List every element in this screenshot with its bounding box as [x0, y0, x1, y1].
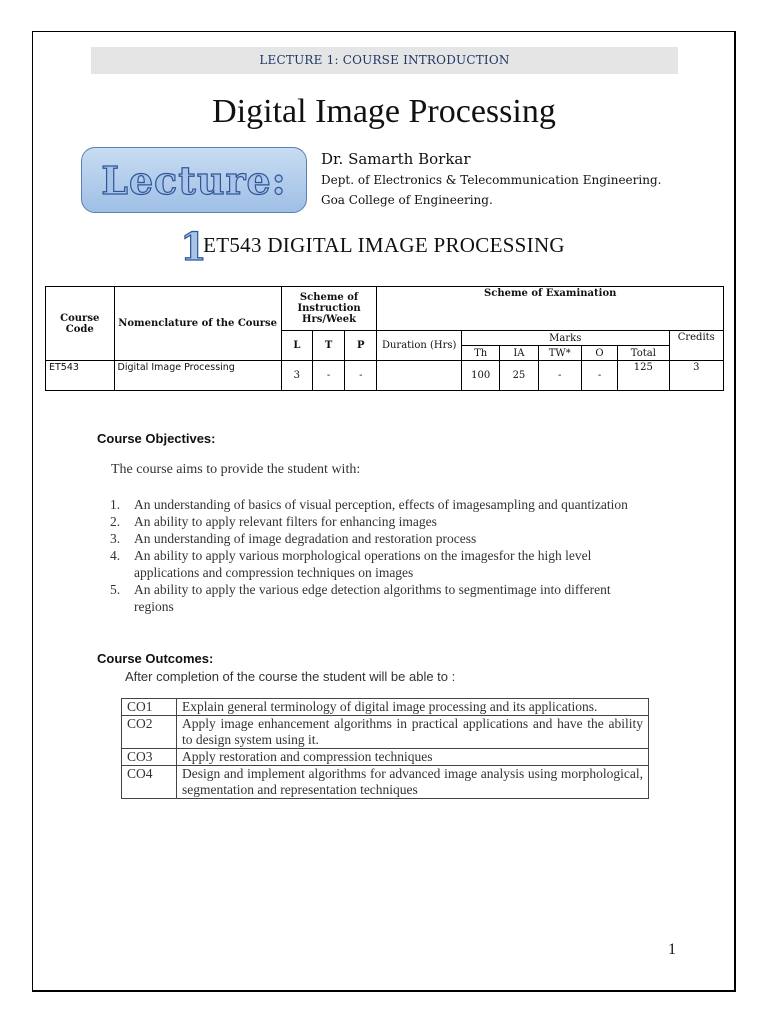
list-item-text: An understanding of image degradation and restoration process — [134, 531, 477, 546]
header-marks: Marks — [462, 331, 670, 346]
list-item-number: 5. — [110, 582, 121, 597]
list-item-text: An ability to apply the various edge detection algorithms to segmentimage into different regions — [134, 582, 611, 614]
cell-course-name: Digital Image Processing — [114, 361, 281, 391]
cell-duration — [377, 361, 462, 391]
header-th: Th — [462, 346, 500, 361]
cell-o: - — [581, 361, 617, 391]
lecture-banner: LECTURE 1: COURSE INTRODUCTION — [91, 47, 678, 74]
outcomes-table — [121, 698, 649, 799]
author-department: Dept. of Electronics & Telecommunication Engineering. — [321, 173, 662, 187]
page-number: 1 — [668, 941, 676, 958]
list-item-number: 3. — [110, 531, 121, 546]
header-tw: TW* — [538, 346, 581, 361]
scheme-table — [45, 286, 724, 391]
list-item-text: An ability to apply relevant filters for enhancing images — [134, 514, 437, 529]
author-college: Goa College of Engineering. — [321, 193, 493, 207]
list-item-number: 4. — [110, 548, 121, 563]
author-name: Dr. Samarth Borkar — [321, 150, 471, 168]
header-p: P — [345, 331, 377, 361]
cell-total: 125 — [618, 361, 669, 391]
course-heading: ET543 DIGITAL IMAGE PROCESSING — [203, 233, 565, 257]
header-scheme-examination: Scheme of Examination — [377, 287, 724, 331]
list-item — [110, 530, 640, 547]
list-item-number: 1. — [110, 497, 121, 512]
list-item — [110, 496, 640, 513]
document-title: Digital Image Processing — [212, 93, 556, 130]
outcome-text: Apply restoration and compression techniques — [177, 749, 649, 766]
cell-tw: - — [538, 361, 581, 391]
list-item-number: 2. — [110, 514, 121, 529]
cell-ia: 25 — [500, 361, 538, 391]
objectives-title: Course Objectives: — [97, 431, 216, 446]
cell-course-code: ET543 — [46, 361, 115, 391]
outcome-code: CO3 — [122, 749, 177, 766]
cell-th: 100 — [462, 361, 500, 391]
cell-l: 3 — [281, 361, 312, 391]
header-o: O — [581, 346, 617, 361]
outcome-code: CO1 — [122, 699, 177, 716]
list-item-text: An ability to apply various morphological operations on the imagesfor the high level applications and compression techniques on images — [134, 548, 592, 580]
lecture-badge — [81, 147, 307, 269]
header-duration: Duration (Hrs) — [377, 331, 462, 361]
list-item — [110, 581, 640, 615]
outcome-text: Explain general terminology of digital image processing and its applications. — [177, 699, 649, 716]
list-item-text: An understanding of basics of visual perception, effects of imagesampling and quantization — [134, 497, 628, 512]
outcome-text: Design and implement algorithms for advanced image analysis using morphological, segmentation and representation techniques — [177, 766, 649, 799]
table-row — [122, 766, 649, 799]
outcome-code: CO2 — [122, 716, 177, 749]
outcome-text: Apply image enhancement algorithms in practical applications and have the ability to design system using it. — [177, 716, 649, 749]
outcomes-title: Course Outcomes: — [97, 651, 214, 666]
list-item — [110, 513, 640, 530]
table-row — [122, 749, 649, 766]
cell-p: - — [345, 361, 377, 391]
cell-t: - — [312, 361, 344, 391]
objectives-intro: The course aims to provide the student with: — [111, 462, 361, 477]
header-nomenclature: Nomenclature of the Course — [114, 287, 281, 361]
author-block — [321, 148, 661, 210]
header-course-code: Course Code — [46, 287, 115, 361]
header-t: T — [312, 331, 344, 361]
cell-credits: 3 — [669, 361, 723, 391]
header-credits: Credits — [669, 331, 723, 361]
lecture-badge-text: Lecture: 1 — [101, 158, 287, 269]
header-total: Total — [618, 346, 669, 361]
outcome-code: CO4 — [122, 766, 177, 799]
header-scheme-instruction: Scheme of Instruction Hrs/Week — [281, 287, 377, 331]
header-ia: IA — [500, 346, 538, 361]
outcomes-intro: After completion of the course the student will be able to : — [125, 669, 456, 684]
header-l: L — [281, 331, 312, 361]
table-row — [122, 716, 649, 749]
list-item — [110, 547, 640, 581]
table-row — [122, 699, 649, 716]
objectives-list — [110, 496, 640, 615]
